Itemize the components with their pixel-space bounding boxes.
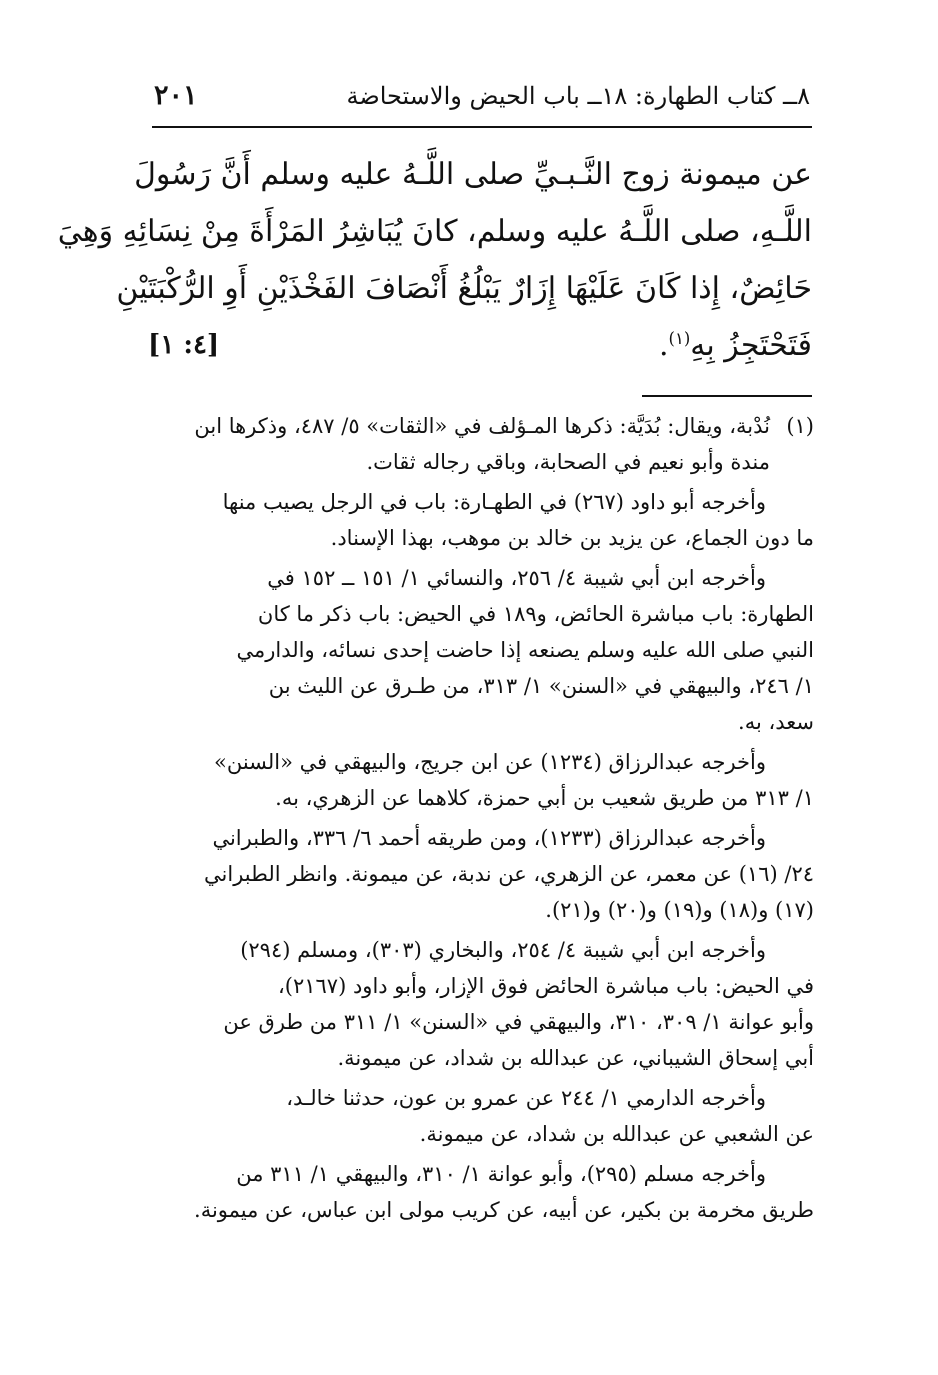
footnote-line: الطهارة: باب مباشرة الحائض، و١٨٩ في الحيض: باب ذكر ما كان: [257, 602, 814, 626]
footnote-line: النبي صلى الله عليه وسلم يصنعه إذا حاضت إحدى نسائه، والدارمي: [236, 638, 814, 662]
footnote-text: نُدْبة، ويقال: بُدَيَّة: ذكرها المـؤلف في «الثقات» ٥/ ٤٨٧، وذكرها ابن: [194, 414, 770, 438]
footnote-paragraph: [150, 484, 814, 556]
page-number: ٢٠١: [154, 80, 198, 111]
footnote-marker: (١): [786, 414, 814, 438]
running-title: ٨ــ كتاب الطهارة: ١٨ــ باب الحيض والاستحاضة: [346, 82, 810, 110]
hadith-line: حَائِضٌ، إِذا كَانَ عَلَيْهَا إِزَارٌ يَبْلُغُ أَنْصَافَ الفَخْذَيْنِ أَوِ الرُّكْبَتَيْنِ: [116, 271, 812, 306]
hadith-line: اللَّـهِ، صلى اللَّـهُ عليه وسلم، كانَ يُبَاشِرُ المَرْأَةَ مِنْ نِسَائِهِ وَهِيَ: [57, 214, 812, 249]
header-rule: [152, 126, 812, 128]
footnote-paragraph: [150, 932, 814, 1076]
hadith-reference: [٤: ١]: [148, 330, 220, 360]
footnote-line: وأخرجه ابن أبي شيبة ٤/ ٢٥٤، والبخاري (٣٠٣)، ومسلم (٢٩٤): [240, 938, 766, 962]
hadith-last-line: [148, 317, 812, 374]
footnote-line: وأخرجه ابن أبي شيبة ٤/ ٢٥٦، والنسائي ١/ ١٥١ ــ ١٥٢ في: [267, 566, 766, 590]
page-header: [150, 78, 810, 118]
footnotes: [150, 408, 814, 1228]
footnote-paragraph: [150, 560, 814, 740]
end-punctuation: .: [659, 328, 669, 363]
footnote-line: وأخرجه أبو داود (٢٦٧) في الطهـارة: باب في الرجل يصيب منها: [222, 490, 766, 514]
footnote-line: وأخرجه عبدالرزاق (١٢٣٤) عن ابن جريج، والبيهقي في «السنن»: [214, 750, 766, 774]
footnote-line: ٢٤/ (١٦) عن معمر، عن الزهري، عن ندبة، عن ميمونة. وانظر الطبراني: [204, 862, 814, 886]
footnote-paragraph: [150, 820, 814, 928]
footnote-line: ما دون الجماع، عن يزيد بن خالد بن موهب، بهذا الإسناد.: [330, 526, 814, 550]
footnote-line: أبي إسحاق الشيباني، عن عبدالله بن شداد، عن ميمونة.: [337, 1046, 814, 1070]
footnote-line: طريق مخرمة بن بكير، عن أبيه، عن كريب مولى ابن عباس، عن ميمونة.: [194, 1198, 814, 1222]
footnote-line: عن الشعبي عن عبدالله بن شداد، عن ميمونة.: [419, 1122, 814, 1146]
hadith-line: عن ميمونة زوج النَّـبـيِّ صلى اللَّـهُ عليه وسلم أَنَّ رَسُولَ: [134, 157, 812, 192]
footnote-line: وأخرجه مسلم (٢٩٥)، وأبو عوانة ١/ ٣١٠، والبيهقي ١/ ٣١١ من: [236, 1162, 766, 1186]
footnote-reference[interactable]: (١): [668, 329, 691, 348]
footnote-paragraph: [150, 744, 814, 816]
footnote-rule: [642, 395, 812, 397]
hadith-text: [57, 146, 812, 374]
footnote-line: مندة وأبو نعيم في الصحابة، وباقي رجاله ثقات.: [366, 450, 770, 474]
footnote-line: سعد، به.: [738, 710, 814, 734]
footnote-paragraph: [150, 408, 814, 480]
footnote-paragraph: [150, 1080, 814, 1152]
footnote-line: (١٧) و(١٨) و(١٩) و(٢٠) و(٢١).: [545, 898, 814, 922]
footnote-line: في الحيض: باب مباشرة الحائض فوق الإزار، وأبو داود (٢١٦٧)،: [277, 974, 814, 998]
hadith-line: فَتَحْتَجِزُ بِهِ: [690, 328, 812, 363]
footnote-line: وأخرجه الدارمي ١/ ٢٤٤ عن عمرو بن عون، حدثنا خالـد،: [286, 1086, 766, 1110]
footnote-line: وأخرجه عبدالرزاق (١٢٣٣)، ومن طريقه أحمد ٦/ ٣٣٦، والطبراني: [212, 826, 766, 850]
footnote-line: ١/ ٢٤٦، والبيهقي في «السنن» ١/ ٣١٣، من طـرق عن الليث بن: [268, 674, 814, 698]
footnote-line: ١/ ٣١٣ من طريق شعيب بن أبي حمزة، كلاهما عن الزهري، به.: [275, 786, 814, 810]
footnote-line: وأبو عوانة ١/ ٣٠٩، ٣١٠، والبيهقي في «السنن» ١/ ٣١١ من طرق عن: [223, 1010, 814, 1034]
footnote-paragraph: [150, 1156, 814, 1228]
footnote-line: [150, 408, 814, 444]
